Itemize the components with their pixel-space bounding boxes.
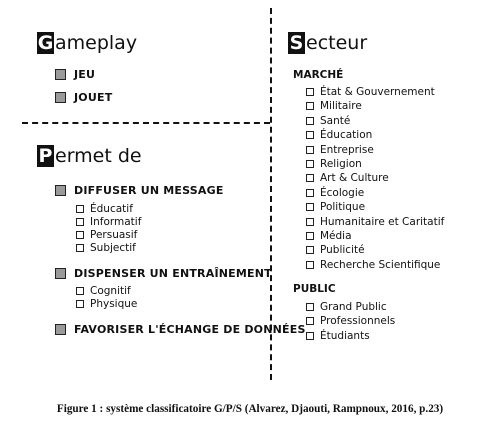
checkbox-icon <box>76 231 84 239</box>
gameplay-item-label: JOUET <box>74 91 113 104</box>
permet-sub-label: Éducatif <box>90 203 133 215</box>
marche-item[interactable] <box>306 187 364 199</box>
checkbox-icon <box>76 287 84 295</box>
marche-item[interactable] <box>306 244 365 256</box>
checkbox-icon <box>306 303 314 311</box>
marche-item-label: Santé <box>320 114 351 127</box>
checkbox-icon <box>306 117 314 125</box>
checkbox-icon <box>306 246 314 254</box>
checkbox-icon <box>55 324 66 335</box>
secteur-heading <box>288 32 367 54</box>
checkbox-icon <box>306 317 314 325</box>
marche-item-label: Art & Culture <box>320 172 389 185</box>
marche-item[interactable] <box>306 100 362 112</box>
public-item-label: Étudiants <box>320 329 370 342</box>
permet-sub-label: Cognitif <box>90 285 131 297</box>
marche-item[interactable] <box>306 115 350 127</box>
permet-group-dispenser[interactable] <box>55 267 272 280</box>
permet-group-label: FAVORISER L'ÉCHANGE DE DONNÉES <box>74 323 306 336</box>
checkbox-icon <box>306 203 314 211</box>
figure-caption: Figure 1 : système classificatoire G/P/S (Alvarez, Djaouti, Rampnoux, 2016, p.23) <box>56 403 444 415</box>
checkbox-icon <box>306 146 314 154</box>
checkbox-icon <box>55 185 66 196</box>
public-item[interactable] <box>306 315 395 327</box>
checkbox-icon <box>306 218 314 226</box>
marche-item-label: État & Gouvernement <box>320 86 435 98</box>
secteur-heading-rest: ecteur <box>306 32 368 54</box>
public-item[interactable] <box>306 301 387 313</box>
permet-sub-label: Persuasif <box>90 229 138 241</box>
marche-item[interactable] <box>306 144 374 156</box>
permet-sub-label: Informatif <box>90 216 142 228</box>
marche-item-label: Écologie <box>320 186 365 199</box>
checkbox-icon <box>55 69 66 80</box>
checkbox-icon <box>306 88 314 96</box>
marche-item-label: Éducation <box>320 129 373 142</box>
gameplay-heading <box>37 32 137 54</box>
checkbox-icon <box>76 218 84 226</box>
horizontal-divider <box>22 122 270 124</box>
gameplay-item-label: JEU <box>74 68 96 81</box>
checkbox-icon <box>76 205 84 213</box>
marche-item[interactable] <box>306 230 352 242</box>
marche-label: MARCHÉ <box>293 69 344 81</box>
checkbox-icon <box>306 174 314 182</box>
marche-item[interactable] <box>306 201 365 213</box>
marche-item[interactable] <box>306 216 444 228</box>
checkbox-icon <box>306 102 314 110</box>
checkbox-icon <box>55 92 66 103</box>
permet-heading <box>37 145 142 167</box>
marche-item[interactable] <box>306 129 372 141</box>
permet-sub-item[interactable] <box>76 203 133 215</box>
marche-item-label: Religion <box>320 158 362 170</box>
public-item[interactable] <box>306 330 370 342</box>
checkbox-icon <box>76 300 84 308</box>
marche-item-label: Publicité <box>320 244 365 257</box>
checkbox-icon <box>306 261 314 269</box>
checkbox-icon <box>55 268 66 279</box>
marche-item[interactable] <box>306 86 435 98</box>
permet-sub-item[interactable] <box>76 298 137 310</box>
marche-item[interactable] <box>306 172 389 184</box>
gameplay-item-jouet[interactable] <box>55 91 112 104</box>
permet-sub-item[interactable] <box>76 242 136 254</box>
public-item-label: Professionnels <box>320 315 396 328</box>
marche-item-label: Militaire <box>320 100 362 113</box>
checkbox-icon <box>306 160 314 168</box>
marche-item-label: Humanitaire et Caritatif <box>320 215 445 228</box>
permet-group-label: DIFFUSER UN MESSAGE <box>74 184 224 197</box>
gameplay-item-jeu[interactable] <box>55 68 95 81</box>
marche-item-label: Entreprise <box>320 143 374 156</box>
gameplay-initial: G <box>37 32 54 54</box>
checkbox-icon <box>306 131 314 139</box>
marche-item[interactable] <box>306 259 440 271</box>
permet-group-diffuser[interactable] <box>55 184 224 197</box>
secteur-initial: S <box>289 32 304 54</box>
checkbox-icon <box>306 232 314 240</box>
permet-group-favoriser[interactable] <box>55 323 306 336</box>
checkbox-icon <box>306 332 314 340</box>
permet-group-label: DISPENSER UN ENTRAÎNEMENT <box>74 267 272 280</box>
permet-sub-item[interactable] <box>76 216 141 228</box>
checkbox-icon <box>76 244 84 252</box>
checkbox-icon <box>306 189 314 197</box>
public-item-label: Grand Public <box>320 301 387 313</box>
marche-item-label: Média <box>320 230 352 242</box>
permet-sub-item[interactable] <box>76 229 137 241</box>
permet-sub-label: Subjectif <box>90 242 136 254</box>
public-label: PUBLIC <box>293 283 336 295</box>
marche-item-label: Politique <box>320 201 366 214</box>
marche-item[interactable] <box>306 158 362 170</box>
permet-heading-rest: ermet de <box>55 145 142 167</box>
permet-sub-item[interactable] <box>76 285 131 297</box>
marche-item-label: Recherche Scientifique <box>320 258 441 271</box>
gameplay-heading-rest: ameplay <box>55 32 138 54</box>
permet-sub-label: Physique <box>90 298 138 310</box>
permet-initial: P <box>38 145 53 167</box>
